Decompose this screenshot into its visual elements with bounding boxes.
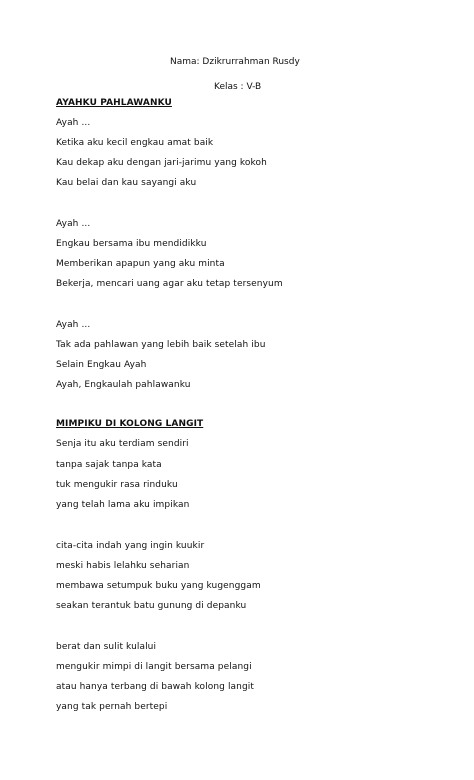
poem-line: meski habis lelahku seharian bbox=[56, 561, 190, 571]
poem-line: yang tak pernah bertepi bbox=[56, 702, 168, 712]
poem-line: berat dan sulit kulalui bbox=[56, 642, 157, 652]
poem-line: membawa setumpuk buku yang kugenggam bbox=[56, 581, 261, 591]
poem-line: Ayah ... bbox=[56, 118, 91, 128]
poem-line: cita-cita indah yang ingin kuukir bbox=[56, 541, 205, 551]
poem-line: Senja itu aku terdiam sendiri bbox=[56, 439, 189, 449]
poem-line: Engkau bersama ibu mendidikku bbox=[56, 239, 207, 249]
poem-line: Kau dekap aku dengan jari-jarimu yang kokoh bbox=[56, 158, 267, 168]
poem-line: tanpa sajak tanpa kata bbox=[56, 460, 162, 470]
class-label: Kelas : V-B bbox=[214, 82, 262, 92]
poem-title: AYAHKU PAHLAWANKU bbox=[56, 98, 172, 108]
poem-line: Ketika aku kecil engkau amat baik bbox=[56, 138, 214, 148]
poem-line: Bekerja, mencari uang agar aku tetap tersenyum bbox=[56, 279, 283, 289]
poem-line: Selain Engkau Ayah bbox=[56, 360, 147, 370]
poem-line: tuk mengukir rasa rinduku bbox=[56, 480, 178, 490]
poem-line: Kau belai dan kau sayangi aku bbox=[56, 178, 197, 188]
poem-line: Tak ada pahlawan yang lebih baik setelah ibu bbox=[56, 340, 266, 350]
poem-line: mengukir mimpi di langit bersama pelangi bbox=[56, 662, 252, 672]
poem-line: Ayah ... bbox=[56, 219, 91, 229]
poem-line: yang telah lama aku impikan bbox=[56, 500, 190, 510]
poem-line: seakan terantuk batu gunung di depanku bbox=[56, 601, 247, 611]
poem-title: MIMPIKU DI KOLONG LANGIT bbox=[56, 419, 204, 429]
poem-line: Ayah ... bbox=[56, 320, 91, 330]
poem-line: Ayah, Engkaulah pahlawanku bbox=[56, 380, 191, 390]
author-name: Nama: Dzikrurrahman Rusdy bbox=[170, 57, 300, 67]
poem-line: Memberikan apapun yang aku minta bbox=[56, 259, 225, 269]
poem-line: atau hanya terbang di bawah kolong langit bbox=[56, 682, 255, 692]
